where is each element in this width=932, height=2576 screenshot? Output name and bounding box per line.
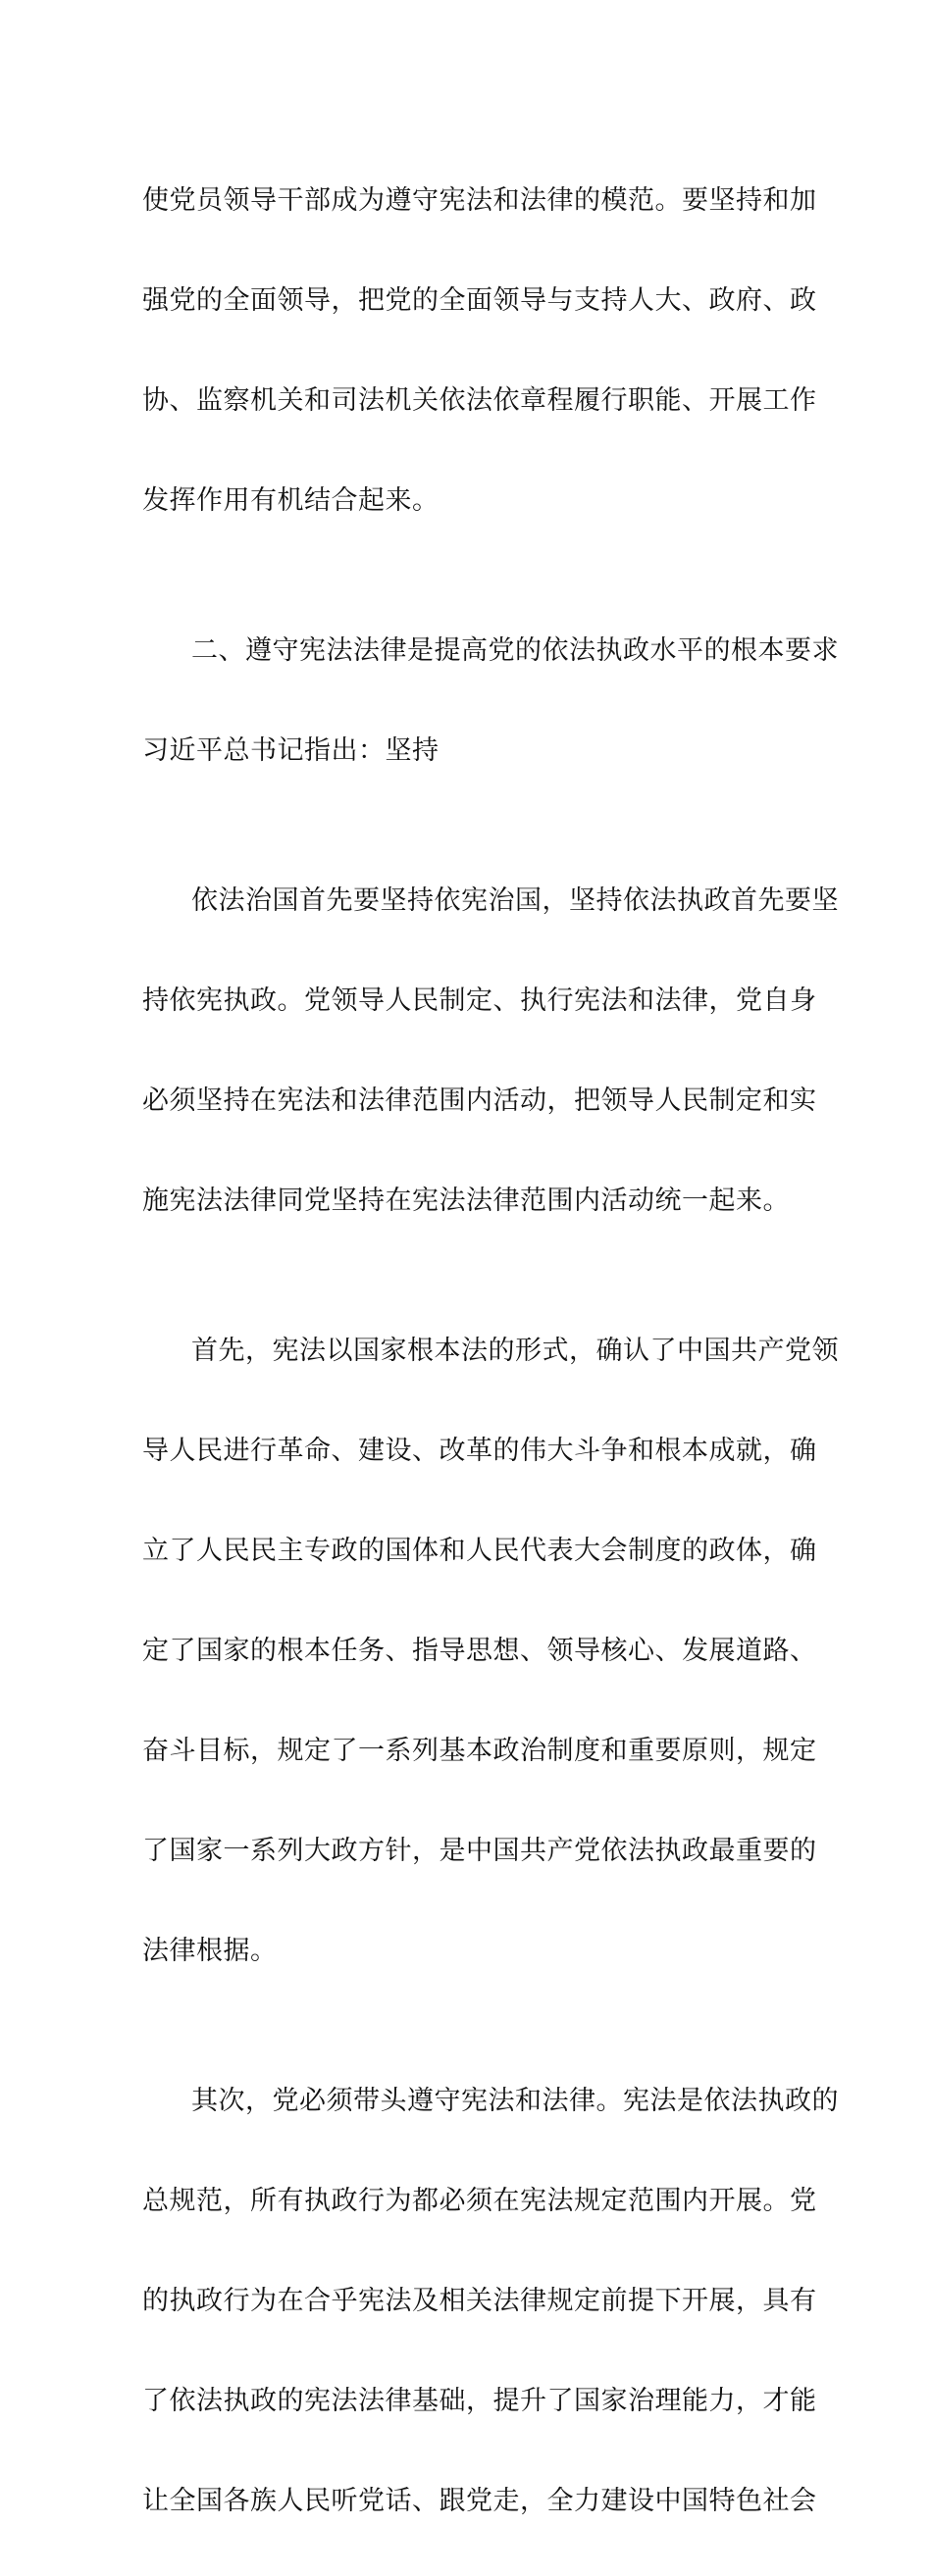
paragraph-line: 持依宪执政。党领导人民制定、执行宪法和法律，党自身 [142,985,817,1016]
paragraph-1 [142,126,817,576]
paragraph-line: 立了人民民主专政的国体和人民代表大会制度的政体，确 [142,1536,817,1566]
section-heading-line: 二、遵守宪法法律是提高党的依法执政水平的根本要求 [191,635,839,666]
paragraph-line: 首先，宪法以国家根本法的形式，确认了中国共产党领 [191,1336,839,1366]
paragraph-5 [142,2026,839,2576]
paragraph-line: 强党的全面领导，把党的全面领导与支持人大、政府、政 [142,285,817,316]
paragraph-line: 了国家一系列大政方针，是中国共产党依法执政最重要的 [142,1836,817,1866]
paragraph-line: 奋斗目标，规定了一系列基本政治制度和重要原则，规定 [142,1736,817,1766]
paragraph-line: 其次，党必须带头遵守宪法和法律。宪法是依法执政的 [191,2086,839,2116]
document-body [142,126,839,2576]
paragraph-4 [142,1276,839,2026]
paragraph-line: 了依法执政的宪法法律基础，提升了国家治理能力，才能 [142,2386,817,2416]
paragraph-line: 总规范，所有执政行为都必须在宪法规定范围内开展。党 [142,2186,817,2216]
paragraph-line: 定了国家的根本任务、指导思想、领导核心、发展道路、 [142,1636,817,1666]
paragraph-line: 使党员领导干部成为遵守宪法和法律的模范。要坚持和加 [142,185,817,216]
paragraph-line: 法律根据。 [142,1936,278,1966]
paragraph-line: 习近平总书记指出：坚持 [142,735,440,766]
paragraph-line: 的执政行为在合乎宪法及相关法律规定前提下开展，具有 [142,2286,817,2316]
paragraph-line: 必须坚持在宪法和法律范围内活动，把领导人民制定和实 [142,1086,817,1116]
paragraph-line: 让全国各族人民听党话、跟党走，全力建设中国特色社会 [142,2486,817,2516]
paragraph-2-heading [142,576,839,826]
paragraph-line: 发挥作用有机结合起来。 [142,485,440,516]
paragraph-3 [142,826,839,1276]
paragraph-line: 施宪法法律同党坚持在宪法法律范围内活动统一起来。 [142,1186,790,1216]
paragraph-line: 协、监察机关和司法机关依法依章程履行职能、开展工作 [142,385,817,416]
paragraph-line: 依法治国首先要坚持依宪治国，坚持依法执政首先要坚 [191,885,839,916]
paragraph-line: 导人民进行革命、建设、改革的伟大斗争和根本成就，确 [142,1436,817,1466]
